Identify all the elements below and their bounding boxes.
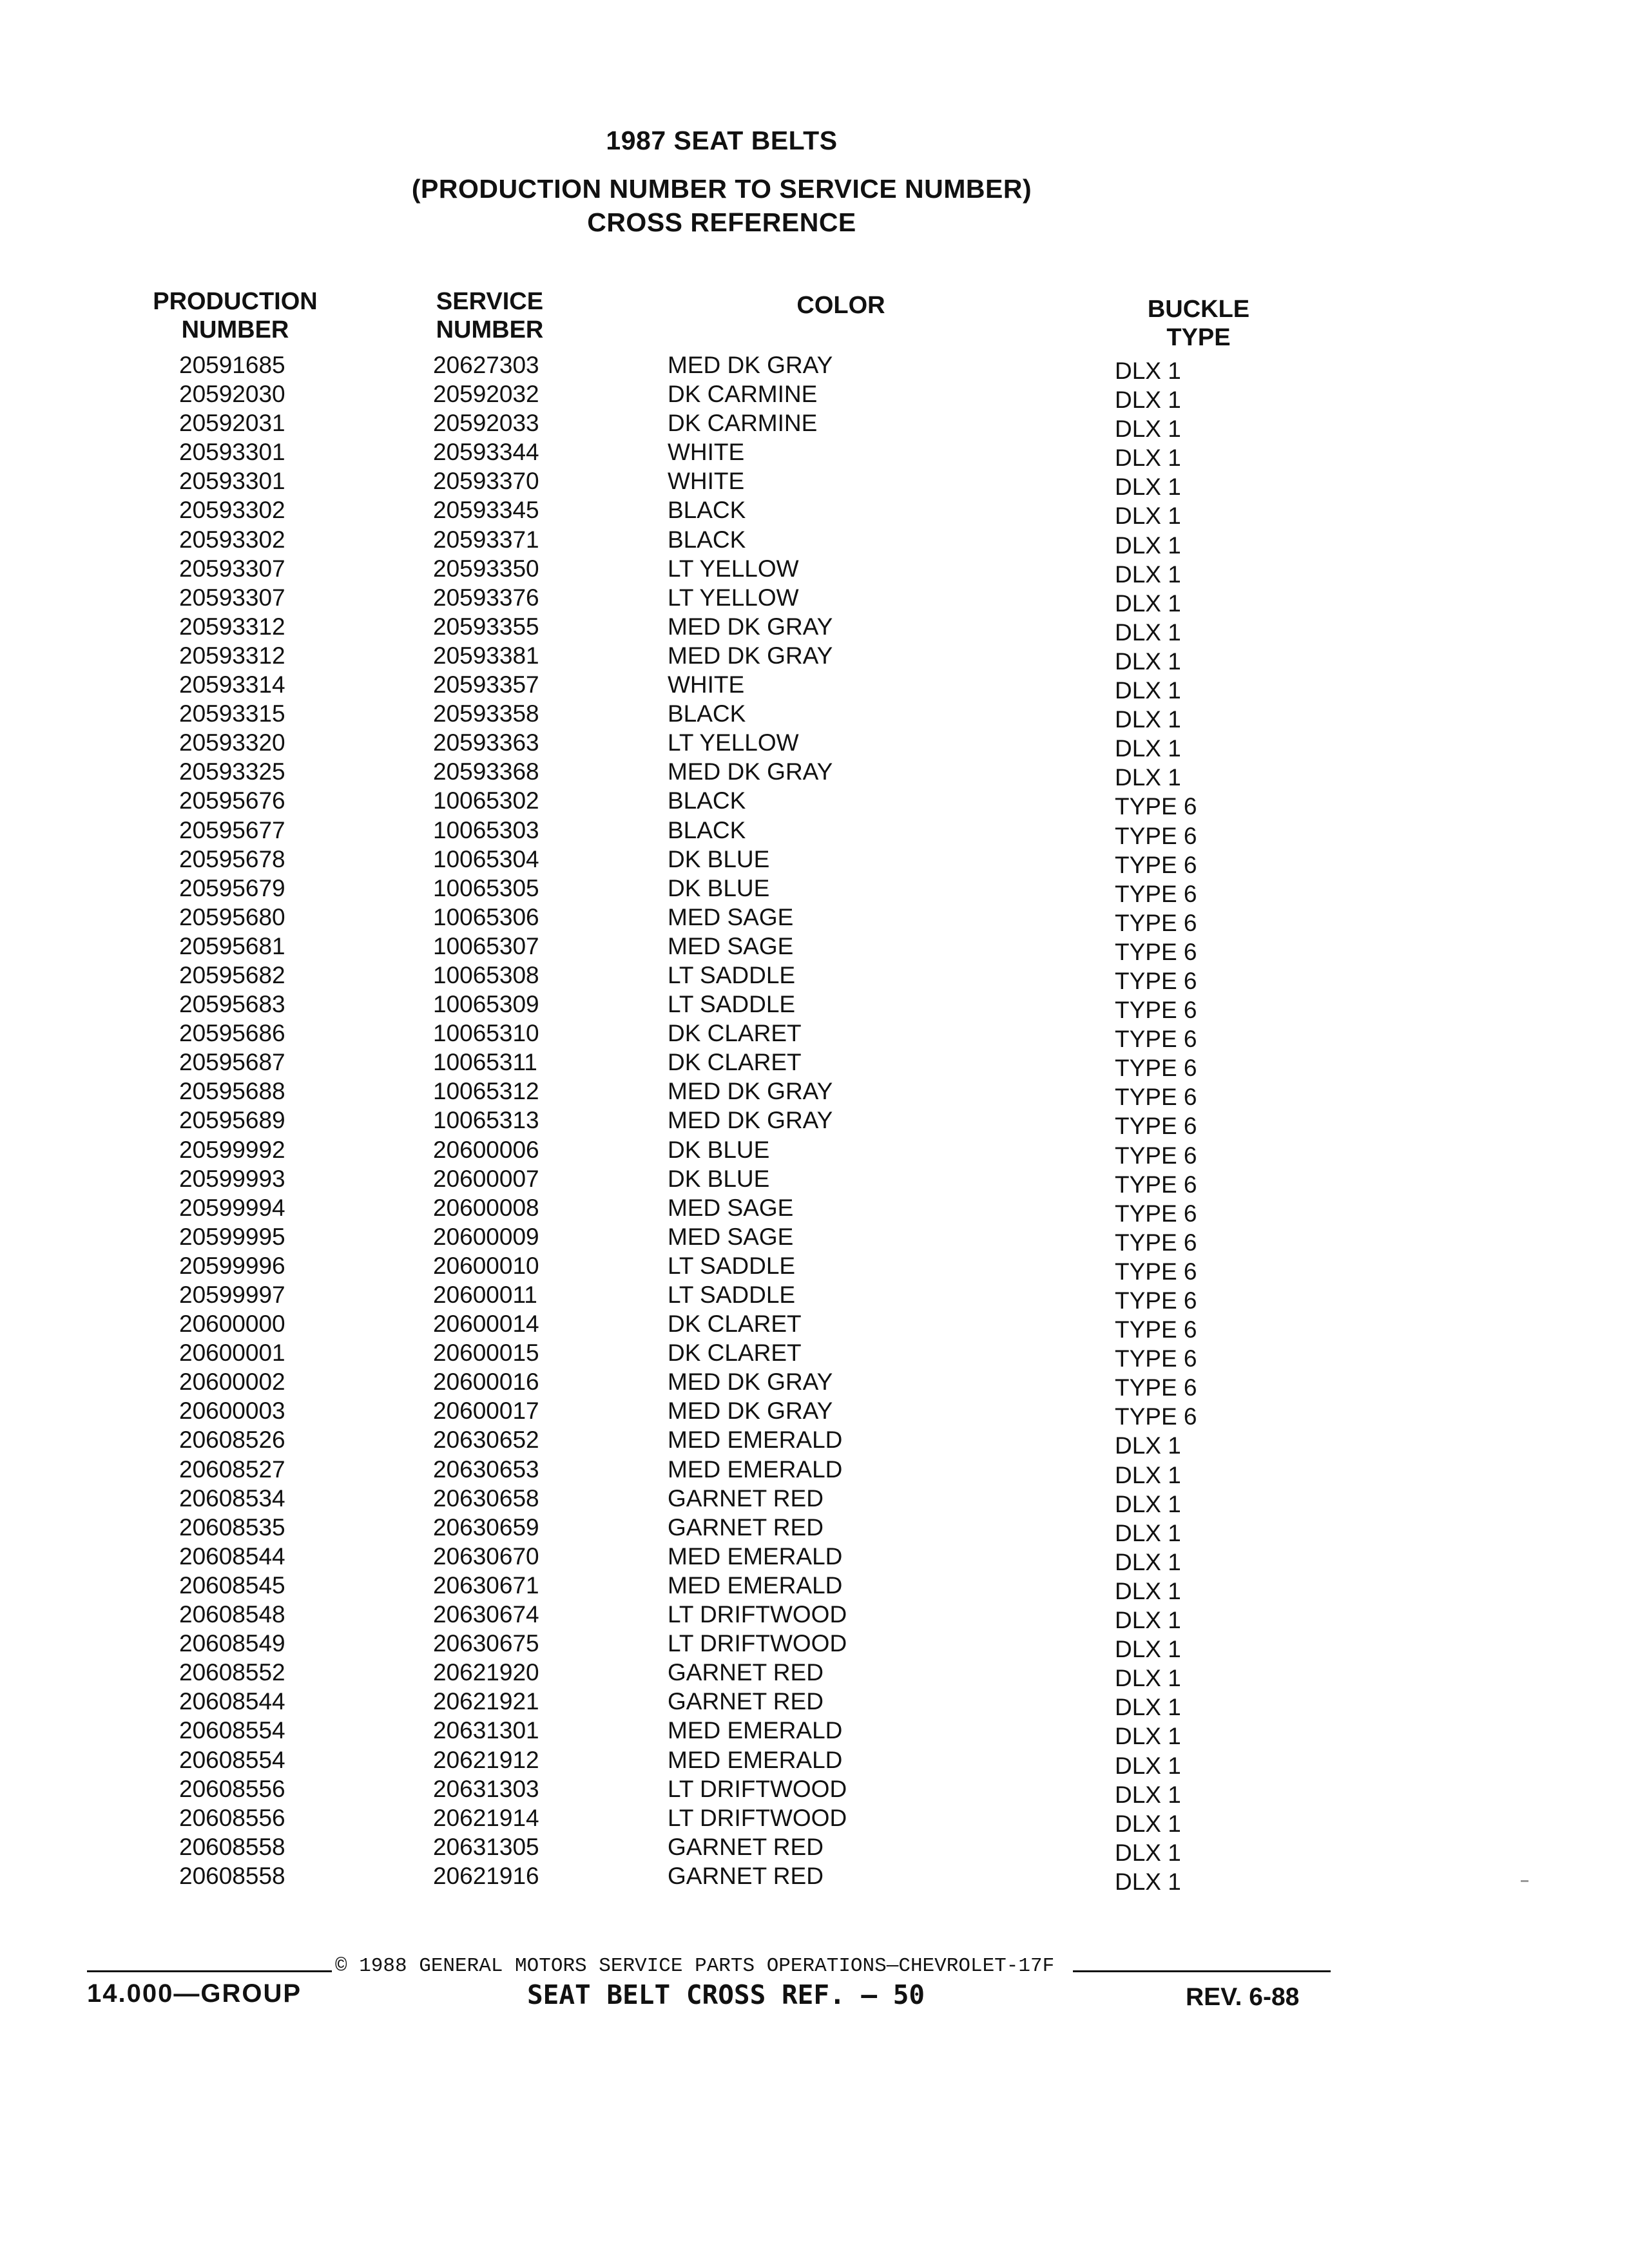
- production-number-cell: 20608544: [179, 1542, 285, 1570]
- service-number-cell: 20621920: [433, 1659, 539, 1686]
- buckle-type-cell: DLX 1: [1115, 1577, 1181, 1604]
- color-cell: LT DRIFTWOOD: [668, 1601, 847, 1628]
- service-number-cell: 20600008: [433, 1194, 539, 1221]
- buckle-type-cell: TYPE 6: [1115, 1403, 1197, 1430]
- buckle-type-cell: DLX 1: [1115, 648, 1181, 675]
- buckle-type-cell: DLX 1: [1115, 1548, 1181, 1575]
- service-number-cell: 20593370: [433, 468, 539, 495]
- buckle-type-cell: TYPE 6: [1115, 1229, 1197, 1256]
- color-cell: MED DK GRAY: [668, 1369, 833, 1396]
- table-row: [0, 1514, 1629, 1546]
- color-cell: LT SADDLE: [668, 1282, 796, 1308]
- buckle-type-cell: TYPE 6: [1115, 851, 1197, 878]
- buckle-type-cell: DLX 1: [1115, 358, 1181, 384]
- production-number-cell: 20599997: [179, 1282, 285, 1308]
- production-number-cell: 20595687: [179, 1049, 285, 1076]
- buckle-type-cell: DLX 1: [1115, 590, 1181, 617]
- production-number-cell: 20592031: [179, 410, 285, 437]
- table-row: [0, 1630, 1629, 1663]
- table-row: [0, 497, 1629, 530]
- service-number-cell: 10065303: [433, 816, 539, 843]
- table-row: [0, 1485, 1629, 1517]
- color-cell: GARNET RED: [668, 1485, 824, 1512]
- service-number-cell: 10065307: [433, 932, 539, 959]
- color-cell: LT DRIFTWOOD: [668, 1804, 847, 1831]
- table-row: [0, 1746, 1629, 1779]
- service-number-cell: 10065311: [433, 1049, 537, 1076]
- table-row: [0, 1659, 1629, 1692]
- buckle-type-cell: TYPE 6: [1115, 1171, 1197, 1198]
- service-number-cell: 20593363: [433, 729, 539, 756]
- color-cell: MED DK GRAY: [668, 352, 833, 378]
- service-number-cell: 20593357: [433, 671, 539, 698]
- buckle-type-cell: DLX 1: [1115, 1519, 1181, 1546]
- column-header-color: COLOR: [796, 292, 885, 319]
- service-number-cell: 20592033: [433, 410, 539, 437]
- service-number-cell: 10065305: [433, 874, 539, 901]
- buckle-type-cell: TYPE 6: [1115, 1316, 1197, 1343]
- color-cell: DK BLUE: [668, 1136, 770, 1163]
- production-number-cell: 20595689: [179, 1107, 285, 1134]
- footer-rule-left: [87, 1970, 332, 1972]
- revision-label: REV. 6-88: [1186, 1983, 1300, 2011]
- table-row: [0, 1601, 1629, 1634]
- production-number-cell: 20608558: [179, 1862, 285, 1889]
- table-row: [0, 1107, 1629, 1140]
- table-row: [0, 642, 1629, 675]
- production-number-cell: 20600002: [179, 1369, 285, 1396]
- table-row: [0, 874, 1629, 907]
- table-row: [0, 1165, 1629, 1198]
- buckle-type-cell: DLX 1: [1115, 677, 1181, 704]
- buckle-type-cell: DLX 1: [1115, 474, 1181, 501]
- buckle-type-cell: DLX 1: [1115, 1781, 1181, 1808]
- color-cell: MED EMERALD: [668, 1542, 843, 1570]
- buckle-type-cell: DLX 1: [1115, 1839, 1181, 1866]
- service-number-cell: 20593345: [433, 497, 539, 524]
- service-number-cell: 20600007: [433, 1165, 539, 1192]
- production-number-cell: 20593301: [179, 439, 285, 466]
- production-number-cell: 20595680: [179, 903, 285, 930]
- buckle-type-cell: DLX 1: [1115, 1723, 1181, 1750]
- buckle-type-cell: TYPE 6: [1115, 793, 1197, 820]
- buckle-type-cell: DLX 1: [1115, 1665, 1181, 1692]
- production-number-cell: 20595676: [179, 787, 285, 814]
- buckle-type-cell: TYPE 6: [1115, 822, 1197, 849]
- scan-speck: [1521, 1880, 1528, 1882]
- service-number-cell: 20621914: [433, 1804, 539, 1831]
- service-number-cell: 10065313: [433, 1107, 539, 1134]
- table-row: [0, 1136, 1629, 1169]
- copyright-notice: © 1988 GENERAL MOTORS SERVICE PARTS OPERATIONS—CHEVROLET-17F: [335, 1955, 1055, 1977]
- color-cell: MED SAGE: [668, 1194, 794, 1221]
- service-number-cell: 20593381: [433, 642, 539, 669]
- production-number-cell: 20600003: [179, 1398, 285, 1425]
- production-number-cell: 20600001: [179, 1340, 285, 1367]
- production-number-cell: 20593315: [179, 700, 285, 727]
- production-number-cell: 20599993: [179, 1165, 285, 1192]
- table-row: [0, 1833, 1629, 1866]
- color-cell: LT SADDLE: [668, 961, 796, 988]
- buckle-type-cell: DLX 1: [1115, 764, 1181, 791]
- service-number-cell: 20630670: [433, 1542, 539, 1570]
- table-row: [0, 1456, 1629, 1488]
- production-number-cell: 20599996: [179, 1252, 285, 1279]
- service-number-cell: 20600009: [433, 1223, 539, 1250]
- service-number-cell: 20593350: [433, 555, 539, 582]
- production-number-cell: 20599995: [179, 1223, 285, 1250]
- table-row: [0, 1049, 1629, 1082]
- color-cell: MED EMERALD: [668, 1456, 843, 1483]
- production-number-cell: 20595677: [179, 816, 285, 843]
- table-row: [0, 961, 1629, 994]
- buckle-type-cell: DLX 1: [1115, 1636, 1181, 1663]
- color-cell: MED DK GRAY: [668, 758, 833, 785]
- production-number-cell: 20599994: [179, 1194, 285, 1221]
- production-number-cell: 20600000: [179, 1311, 285, 1338]
- buckle-type-cell: TYPE 6: [1115, 938, 1197, 965]
- service-number-cell: 10065302: [433, 787, 539, 814]
- buckle-type-cell: TYPE 6: [1115, 1142, 1197, 1169]
- color-cell: MED DK GRAY: [668, 1107, 833, 1134]
- color-cell: DK BLUE: [668, 1165, 770, 1192]
- production-number-cell: 20608527: [179, 1456, 285, 1483]
- table-row: [0, 439, 1629, 472]
- table-row: [0, 1775, 1629, 1808]
- color-cell: DK CLARET: [668, 1340, 802, 1367]
- table-row: [0, 729, 1629, 762]
- color-cell: BLACK: [668, 816, 746, 843]
- color-cell: DK CARMINE: [668, 381, 818, 408]
- table-row: [0, 903, 1629, 936]
- production-number-cell: 20608552: [179, 1659, 285, 1686]
- table-row: [0, 758, 1629, 791]
- color-cell: DK BLUE: [668, 845, 770, 872]
- service-number-cell: 20600014: [433, 1311, 539, 1338]
- service-number-cell: 10065306: [433, 903, 539, 930]
- column-header-production-number: PRODUCTION NUMBER: [153, 288, 318, 343]
- buckle-type-cell: TYPE 6: [1115, 1026, 1197, 1053]
- color-cell: WHITE: [668, 671, 745, 698]
- table-row: [0, 1398, 1629, 1430]
- table-row: [0, 1688, 1629, 1721]
- buckle-type-cell: TYPE 6: [1115, 1084, 1197, 1111]
- color-cell: GARNET RED: [668, 1659, 824, 1686]
- service-number-cell: 20630674: [433, 1601, 539, 1628]
- color-cell: MED DK GRAY: [668, 1078, 833, 1105]
- production-number-cell: 20595682: [179, 961, 285, 988]
- color-cell: BLACK: [668, 700, 746, 727]
- production-number-cell: 20608558: [179, 1833, 285, 1860]
- production-number-cell: 20608545: [179, 1571, 285, 1599]
- color-cell: GARNET RED: [668, 1688, 824, 1715]
- table-row: [0, 700, 1629, 733]
- service-number-cell: 20631305: [433, 1833, 539, 1860]
- color-cell: MED SAGE: [668, 903, 794, 930]
- service-number-cell: 20630653: [433, 1456, 539, 1483]
- production-number-cell: 20595683: [179, 991, 285, 1018]
- page-title: 1987 SEAT BELTS: [606, 126, 838, 155]
- buckle-type-cell: DLX 1: [1115, 532, 1181, 559]
- buckle-type-cell: DLX 1: [1115, 1607, 1181, 1634]
- buckle-type-cell: TYPE 6: [1115, 880, 1197, 907]
- buckle-type-cell: TYPE 6: [1115, 967, 1197, 994]
- buckle-type-cell: TYPE 6: [1115, 1258, 1197, 1285]
- buckle-type-cell: DLX 1: [1115, 416, 1181, 443]
- color-cell: DK BLUE: [668, 874, 770, 901]
- table-row: [0, 1804, 1629, 1837]
- color-cell: LT YELLOW: [668, 729, 799, 756]
- color-cell: MED EMERALD: [668, 1427, 843, 1454]
- production-number-cell: 20593314: [179, 671, 285, 698]
- service-number-cell: 20621912: [433, 1746, 539, 1773]
- service-number-cell: 20593368: [433, 758, 539, 785]
- service-number-cell: 20593371: [433, 526, 539, 553]
- table-row: [0, 1078, 1629, 1111]
- footer-rule-right: [1073, 1970, 1331, 1972]
- color-cell: MED DK GRAY: [668, 642, 833, 669]
- buckle-type-cell: DLX 1: [1115, 1432, 1181, 1459]
- buckle-type-cell: DLX 1: [1115, 1752, 1181, 1779]
- table-row: [0, 352, 1629, 384]
- service-number-cell: 20630659: [433, 1514, 539, 1541]
- production-number-cell: 20608549: [179, 1630, 285, 1657]
- service-number-cell: 20600011: [433, 1282, 537, 1308]
- buckle-type-cell: TYPE 6: [1115, 1374, 1197, 1401]
- table-row: [0, 787, 1629, 820]
- color-cell: MED EMERALD: [668, 1717, 843, 1744]
- color-cell: WHITE: [668, 468, 745, 495]
- color-cell: GARNET RED: [668, 1514, 824, 1541]
- service-number-cell: 10065310: [433, 1020, 539, 1047]
- table-row: [0, 613, 1629, 646]
- table-row: [0, 584, 1629, 617]
- production-number-cell: 20593312: [179, 642, 285, 669]
- page-subtitle-2: CROSS REFERENCE: [587, 207, 856, 237]
- production-number-cell: 20593302: [179, 497, 285, 524]
- page-subtitle: (PRODUCTION NUMBER TO SERVICE NUMBER): [411, 174, 1032, 204]
- table-row: [0, 1427, 1629, 1459]
- color-cell: LT SADDLE: [668, 1252, 796, 1279]
- production-number-cell: 20595688: [179, 1078, 285, 1105]
- column-header-service-number: SERVICE NUMBER: [436, 288, 544, 343]
- table-row: [0, 1252, 1629, 1285]
- color-cell: MED DK GRAY: [668, 613, 833, 640]
- service-number-cell: 20621916: [433, 1862, 539, 1889]
- service-number-cell: 10065312: [433, 1078, 539, 1105]
- color-cell: MED EMERALD: [668, 1571, 843, 1599]
- service-number-cell: 20631301: [433, 1717, 539, 1744]
- production-number-cell: 20608535: [179, 1514, 285, 1541]
- table-row: [0, 816, 1629, 849]
- color-cell: DK CARMINE: [668, 410, 818, 437]
- group-number: 14.000—GROUP: [87, 1979, 302, 2008]
- table-row: [0, 1369, 1629, 1401]
- production-number-cell: 20595678: [179, 845, 285, 872]
- color-cell: BLACK: [668, 497, 746, 524]
- buckle-type-cell: DLX 1: [1115, 1461, 1181, 1488]
- production-number-cell: 20593301: [179, 468, 285, 495]
- service-number-cell: 20627303: [433, 352, 539, 378]
- buckle-type-cell: TYPE 6: [1115, 1113, 1197, 1140]
- service-number-cell: 20600015: [433, 1340, 539, 1367]
- table-row: [0, 381, 1629, 414]
- production-number-cell: 20593307: [179, 584, 285, 611]
- buckle-type-cell: DLX 1: [1115, 387, 1181, 414]
- color-cell: BLACK: [668, 526, 746, 553]
- production-number-cell: 20595686: [179, 1020, 285, 1047]
- table-row: [0, 1020, 1629, 1053]
- buckle-type-cell: TYPE 6: [1115, 909, 1197, 936]
- buckle-type-cell: DLX 1: [1115, 1868, 1181, 1895]
- buckle-type-cell: DLX 1: [1115, 1490, 1181, 1517]
- buckle-type-cell: TYPE 6: [1115, 1055, 1197, 1082]
- table-row: [0, 1862, 1629, 1895]
- column-header-buckle-type: BUCKLE TYPE: [1147, 296, 1250, 351]
- table-row: [0, 1223, 1629, 1256]
- production-number-cell: 20593307: [179, 555, 285, 582]
- production-number-cell: 20599992: [179, 1136, 285, 1163]
- service-number-cell: 10065304: [433, 845, 539, 872]
- production-number-cell: 20608554: [179, 1746, 285, 1773]
- production-number-cell: 20608554: [179, 1717, 285, 1744]
- service-number-cell: 10065308: [433, 961, 539, 988]
- buckle-type-cell: DLX 1: [1115, 735, 1181, 762]
- color-cell: BLACK: [668, 787, 746, 814]
- buckle-type-cell: DLX 1: [1115, 561, 1181, 588]
- production-number-cell: 20595681: [179, 932, 285, 959]
- buckle-type-cell: TYPE 6: [1115, 1345, 1197, 1372]
- color-cell: LT DRIFTWOOD: [668, 1775, 847, 1802]
- color-cell: WHITE: [668, 439, 745, 466]
- table-row: [0, 1571, 1629, 1604]
- color-cell: LT YELLOW: [668, 584, 799, 611]
- color-cell: DK CLARET: [668, 1311, 802, 1338]
- buckle-type-cell: TYPE 6: [1115, 997, 1197, 1024]
- table-row: [0, 671, 1629, 704]
- table-row: [0, 991, 1629, 1024]
- service-number-cell: 20630658: [433, 1485, 539, 1512]
- production-number-cell: 20591685: [179, 352, 285, 378]
- service-number-cell: 20593355: [433, 613, 539, 640]
- color-cell: GARNET RED: [668, 1833, 824, 1860]
- buckle-type-cell: DLX 1: [1115, 706, 1181, 733]
- color-cell: MED DK GRAY: [668, 1398, 833, 1425]
- table-row: [0, 1717, 1629, 1750]
- buckle-type-cell: TYPE 6: [1115, 1200, 1197, 1227]
- buckle-type-cell: DLX 1: [1115, 1694, 1181, 1721]
- production-number-cell: 20592030: [179, 381, 285, 408]
- production-number-cell: 20608544: [179, 1688, 285, 1715]
- production-number-cell: 20593325: [179, 758, 285, 785]
- table-row: [0, 526, 1629, 559]
- buckle-type-cell: TYPE 6: [1115, 1287, 1197, 1314]
- page-reference: SEAT BELT CROSS REF. — 50: [527, 1979, 925, 2010]
- service-number-cell: 20630652: [433, 1427, 539, 1454]
- table-row: [0, 1340, 1629, 1372]
- color-cell: MED EMERALD: [668, 1746, 843, 1773]
- table-row: [0, 555, 1629, 588]
- color-cell: DK CLARET: [668, 1049, 802, 1076]
- service-number-cell: 20600017: [433, 1398, 539, 1425]
- service-number-cell: 20630671: [433, 1571, 539, 1599]
- table-row: [0, 1311, 1629, 1343]
- buckle-type-cell: DLX 1: [1115, 1810, 1181, 1837]
- table-row: [0, 468, 1629, 501]
- service-number-cell: 20600016: [433, 1369, 539, 1396]
- production-number-cell: 20593312: [179, 613, 285, 640]
- production-number-cell: 20608556: [179, 1775, 285, 1802]
- buckle-type-cell: DLX 1: [1115, 445, 1181, 472]
- cross-reference-table: [0, 352, 1629, 1895]
- service-number-cell: 20630675: [433, 1630, 539, 1657]
- table-row: [0, 1282, 1629, 1314]
- color-cell: GARNET RED: [668, 1862, 824, 1889]
- service-number-cell: 10065309: [433, 991, 539, 1018]
- service-number-cell: 20593376: [433, 584, 539, 611]
- service-number-cell: 20631303: [433, 1775, 539, 1802]
- service-number-cell: 20592032: [433, 381, 539, 408]
- table-row: [0, 1542, 1629, 1575]
- service-number-cell: 20600010: [433, 1252, 539, 1279]
- service-number-cell: 20593358: [433, 700, 539, 727]
- service-number-cell: 20593344: [433, 439, 539, 466]
- production-number-cell: 20595679: [179, 874, 285, 901]
- color-cell: LT DRIFTWOOD: [668, 1630, 847, 1657]
- color-cell: LT YELLOW: [668, 555, 799, 582]
- production-number-cell: 20593302: [179, 526, 285, 553]
- production-number-cell: 20593320: [179, 729, 285, 756]
- service-number-cell: 20600006: [433, 1136, 539, 1163]
- production-number-cell: 20608526: [179, 1427, 285, 1454]
- production-number-cell: 20608534: [179, 1485, 285, 1512]
- color-cell: MED SAGE: [668, 1223, 794, 1250]
- table-row: [0, 1194, 1629, 1227]
- color-cell: MED SAGE: [668, 932, 794, 959]
- production-number-cell: 20608548: [179, 1601, 285, 1628]
- table-row: [0, 845, 1629, 878]
- production-number-cell: 20608556: [179, 1804, 285, 1831]
- table-row: [0, 410, 1629, 443]
- buckle-type-cell: DLX 1: [1115, 619, 1181, 646]
- color-cell: DK CLARET: [668, 1020, 802, 1047]
- color-cell: LT SADDLE: [668, 991, 796, 1018]
- service-number-cell: 20621921: [433, 1688, 539, 1715]
- buckle-type-cell: DLX 1: [1115, 503, 1181, 530]
- table-row: [0, 932, 1629, 965]
